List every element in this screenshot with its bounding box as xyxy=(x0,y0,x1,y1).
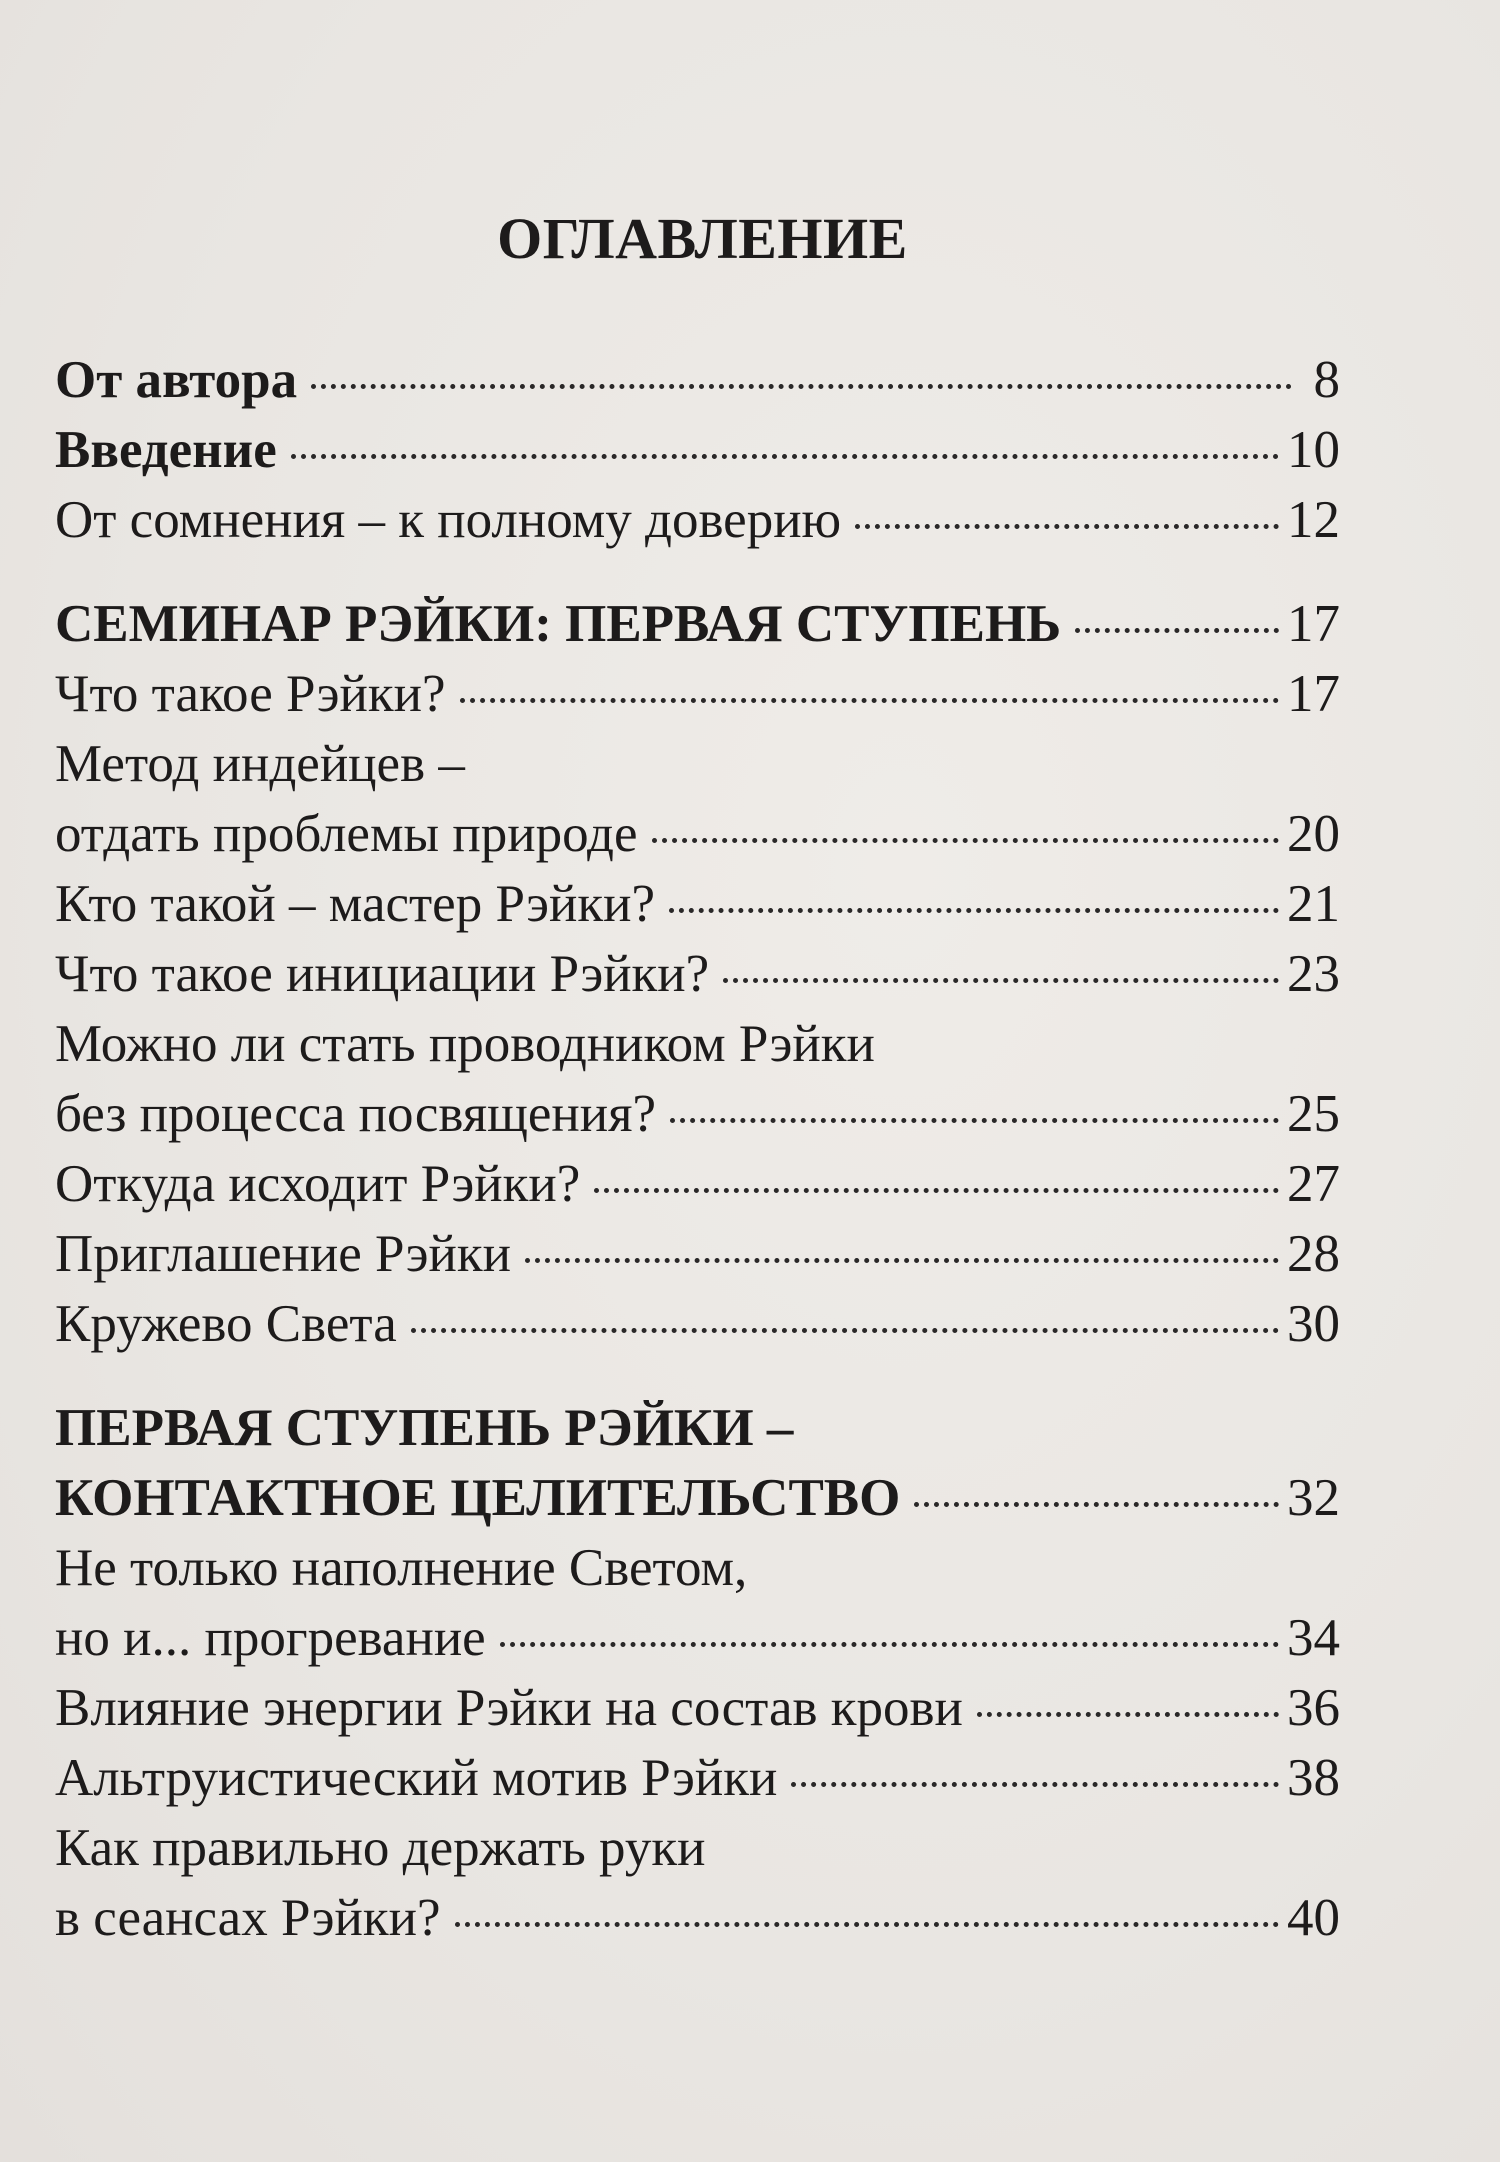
dot-leader xyxy=(455,1922,1280,1927)
dot-leader xyxy=(411,1328,1279,1333)
toc-entry-title: Метод индейцев – xyxy=(55,735,465,793)
toc-entry-title: Как правильно держать руки xyxy=(55,1819,706,1877)
toc-entry-title: Что такое инициации Рэйки? xyxy=(55,945,710,1003)
page-number: 17 xyxy=(1287,595,1340,653)
page-number: 10 xyxy=(1287,421,1340,479)
toc-entry-line xyxy=(55,1289,1340,1359)
dot-leader xyxy=(791,1782,1279,1787)
toc-entry-line xyxy=(55,1149,1340,1219)
toc-entry-title: Влияние энергии Рэйки на состав крови xyxy=(55,1679,963,1737)
dot-leader xyxy=(594,1188,1279,1193)
toc-entry-line xyxy=(55,729,1340,799)
toc-entry xyxy=(55,1533,1340,1673)
dot-leader xyxy=(652,838,1279,843)
page-number: 17 xyxy=(1287,665,1340,723)
toc-entry xyxy=(55,1149,1340,1219)
page-number: 25 xyxy=(1287,1085,1340,1143)
toc-entry-line xyxy=(55,589,1340,659)
page-number: 8 xyxy=(1313,351,1340,409)
page-number: 23 xyxy=(1287,945,1340,1003)
toc-entry-line xyxy=(55,1079,1340,1149)
page-number: 34 xyxy=(1287,1609,1340,1667)
toc-entry xyxy=(55,1219,1340,1289)
toc-entry xyxy=(55,1743,1340,1813)
toc-entry-line xyxy=(55,345,1340,415)
toc-entry xyxy=(55,415,1340,485)
toc-entry-title: От автора xyxy=(55,351,298,409)
toc-section xyxy=(55,1393,1340,1953)
toc-entry-title: Можно ли стать проводником Рэйки xyxy=(55,1015,875,1073)
page-title: ОГЛАВЛЕНИЕ xyxy=(497,206,908,271)
toc-entry-title: без процесса посвящения? xyxy=(55,1085,657,1143)
page-number: 38 xyxy=(1287,1749,1340,1807)
toc-entry xyxy=(55,1009,1340,1149)
toc-entry-line xyxy=(55,1813,1340,1883)
toc-entry-title: но и... прогревание xyxy=(55,1609,486,1667)
toc-entry-line xyxy=(55,1533,1340,1603)
dot-leader xyxy=(977,1712,1279,1717)
toc-entry xyxy=(55,589,1340,659)
dot-leader xyxy=(914,1502,1279,1507)
toc-entry-title: Что такое Рэйки? xyxy=(55,665,446,723)
toc-entry-line xyxy=(55,659,1340,729)
toc-entry-title: в сеансах Рэйки? xyxy=(55,1889,441,1947)
page-number: 12 xyxy=(1287,491,1340,549)
toc-entry-line xyxy=(55,1603,1340,1673)
toc-entry-line xyxy=(55,1463,1340,1533)
toc-entry-title: От сомнения – к полному доверию xyxy=(55,491,842,549)
dot-leader xyxy=(460,698,1279,703)
toc-entry-line xyxy=(55,869,1340,939)
toc-entry xyxy=(55,1673,1340,1743)
toc-entry xyxy=(55,1813,1340,1953)
dot-leader xyxy=(669,908,1279,913)
toc-entry xyxy=(55,345,1340,415)
toc-entry-title: Введение xyxy=(55,421,277,479)
toc-section xyxy=(55,589,1340,1359)
toc-entry-line xyxy=(55,1743,1340,1813)
dot-leader xyxy=(670,1118,1279,1123)
dot-leader xyxy=(291,454,1279,459)
toc-entry-title: Кто такой – мастер Рэйки? xyxy=(55,875,656,933)
toc-entry-title: Альтруистический мотив Рэйки xyxy=(55,1749,778,1807)
table-of-contents xyxy=(55,345,1340,1987)
toc-entry xyxy=(55,939,1340,1009)
toc-section xyxy=(55,345,1340,555)
toc-entry-line xyxy=(55,1219,1340,1289)
dot-leader xyxy=(500,1642,1279,1647)
page-number: 27 xyxy=(1287,1155,1340,1213)
toc-entry xyxy=(55,729,1340,869)
page-number: 30 xyxy=(1287,1295,1340,1353)
dot-leader xyxy=(525,1258,1279,1263)
toc-entry-line xyxy=(55,1883,1340,1953)
toc-entry xyxy=(55,869,1340,939)
toc-entry xyxy=(55,485,1340,555)
page-number: 20 xyxy=(1287,805,1340,863)
page-number: 21 xyxy=(1287,875,1340,933)
page-number: 32 xyxy=(1287,1469,1340,1527)
toc-entry xyxy=(55,1289,1340,1359)
toc-entry-title: Приглашение Рэйки xyxy=(55,1225,512,1283)
toc-entry-title: Не только наполнение Светом, xyxy=(55,1539,748,1597)
toc-entry xyxy=(55,659,1340,729)
dot-leader xyxy=(723,978,1279,983)
page-number: 40 xyxy=(1287,1889,1340,1947)
toc-entry-line xyxy=(55,1393,1340,1463)
toc-entry-line xyxy=(55,799,1340,869)
dot-leader xyxy=(1075,628,1279,633)
toc-entry-line xyxy=(55,939,1340,1009)
dot-leader xyxy=(311,384,1292,389)
toc-entry-title: КОНТАКТНОЕ ЦЕЛИТЕЛЬСТВО xyxy=(55,1469,901,1527)
toc-entry-title: Откуда исходит Рэйки? xyxy=(55,1155,581,1213)
toc-entry-title: отдать проблемы природе xyxy=(55,805,638,863)
toc-entry-title: ПЕРВАЯ СТУПЕНЬ РЭЙКИ – xyxy=(55,1399,794,1457)
toc-entry-line xyxy=(55,1009,1340,1079)
dot-leader xyxy=(855,524,1279,529)
toc-entry-line xyxy=(55,415,1340,485)
toc-entry-line xyxy=(55,1673,1340,1743)
toc-entry-title: СЕМИНАР РЭЙКИ: ПЕРВАЯ СТУПЕНЬ xyxy=(55,595,1062,653)
toc-entry-line xyxy=(55,485,1340,555)
page-number: 28 xyxy=(1287,1225,1340,1283)
toc-entry xyxy=(55,1393,1340,1533)
page-number: 36 xyxy=(1287,1679,1340,1737)
toc-entry-title: Кружево Света xyxy=(55,1295,397,1353)
